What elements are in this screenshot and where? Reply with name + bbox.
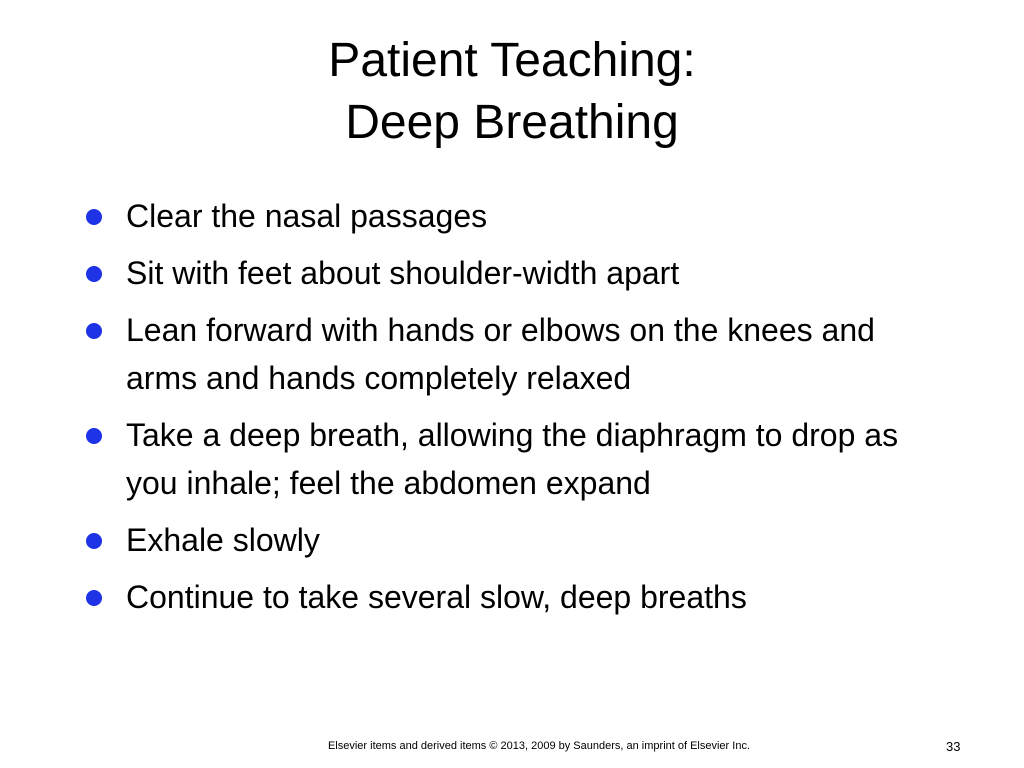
slide-title-line-2: Deep Breathing: [345, 96, 679, 149]
bullet-point-icon: [86, 323, 102, 339]
bullet-point-icon: [86, 590, 102, 606]
bullet-item: [86, 411, 946, 507]
bullet-list: [86, 192, 946, 630]
bullet-text: Exhale slowly: [126, 522, 320, 558]
page-number: 33: [946, 739, 961, 754]
slide-title-line-1: Patient Teaching:: [328, 34, 696, 87]
bullet-text: Take a deep breath, allowing the diaphragm to drop as you inhale; feel the abdomen expand: [126, 417, 899, 501]
bullet-point-icon: [86, 209, 102, 225]
bullet-item: [86, 573, 946, 621]
bullet-text: Sit with feet about shoulder-width apart: [126, 255, 680, 291]
bullet-point-icon: [86, 428, 102, 444]
bullet-text: Continue to take several slow, deep breaths: [126, 579, 747, 615]
slide-title: [0, 30, 1024, 154]
bullet-point-icon: [86, 266, 102, 282]
bullet-point-icon: [86, 533, 102, 549]
footer-copyright: Elsevier items and derived items © 2013, 2009 by Saunders, an imprint of Elsevier Inc.: [327, 740, 751, 752]
bullet-item: [86, 306, 946, 402]
bullet-item: [86, 516, 946, 564]
bullet-item: [86, 192, 946, 240]
bullet-text: Clear the nasal passages: [126, 198, 488, 234]
bullet-text: Lean forward with hands or elbows on the knees and arms and hands completely relaxed: [126, 312, 875, 396]
bullet-item: [86, 249, 946, 297]
